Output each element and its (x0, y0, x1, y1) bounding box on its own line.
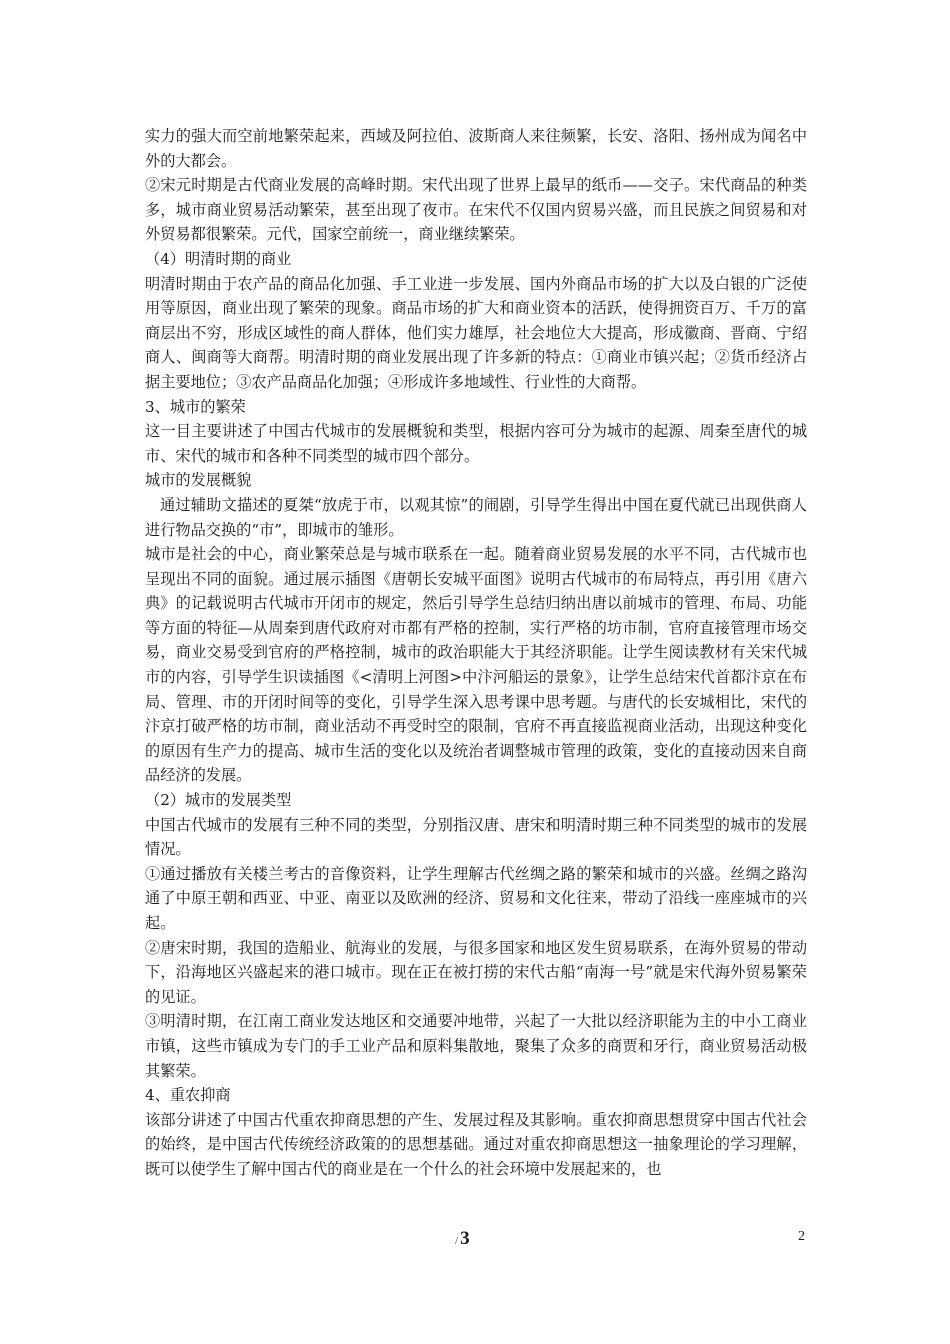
paragraph-xia-market: 通过辅助文描述的夏桀“放虎于市，以观其惊”的闹剧，引导学生得出中国在夏代就已出现供商人进行物品交换的“市”，即城市的雏形。 (145, 495, 807, 539)
document-body (145, 124, 807, 1182)
total-pages: 3 (460, 1228, 470, 1249)
paragraph-city-types: 中国古代城市的发展有三种不同的类型，分别指汉唐、唐宋和明清时期三种不同类型的城市的发展情况。 (145, 815, 807, 859)
paragraph-city-center: 城市是社会的中心，商业繁荣总是与城市联系在一起。随着商业贸易发展的水平不同，古代城市也呈现出不同的面貌。通过展示插图《唐朝长安城平面图》说明古代城市的布局特点，再引用《唐六典》的记载说明古代城市开闭市的规定，然后引导学生总结归纳出唐以前城市的管理、布局、功能等方面的特征—从周秦到唐代政府对市都有严格的控制，实行严格的坊市制，官府直接管理市场交易，商业交易受到官府的严格控制，城市的政治职能大于其经济职能。让学生阅读教材有关宋代城市的内容，引导学生识读插图《<清明上河图>中汴河船运的景象》，让学生总结宋代首都汴京在布局、管理、市的开闭时间等的变化，引导学生深入思考课中思考题。与唐代的长安城相比，宋代的汴京打破严格的坊市制，商业活动不再受时空的限制，官府不再直接监视商业活动，出现这种变化的原因有生产力的提高、城市生活的变化以及统治者调整城市管理的政策，变化的直接动因来自商品经济的发展。 (145, 545, 807, 785)
subheading-city-types: （2）城市的发展类型 (145, 791, 292, 810)
page-number: 2 (798, 1229, 805, 1244)
paragraph-market-towns: ③明清时期，在江南工商业发达地区和交通要冲地带，兴起了一大批以经济职能为主的中小工商业市镇，这些市镇成为专门的手工业产品和原料集散地，聚集了众多的商贾和牙行，商业贸易活动极其繁荣。 (145, 1012, 807, 1080)
section-heading-agriculture-policy: 4、重农抑商 (145, 1086, 231, 1105)
paragraph-tang-cities: 实力的强大而空前地繁荣起来，西域及阿拉伯、波斯商人来往频繁，长安、洛阳、扬州成为闻名中外的大都会。 (145, 127, 807, 170)
paragraph-port-cities: ②唐宋时期，我国的造船业、航海业的发展，与很多国家和地区发生贸易联系，在海外贸易的带动下，沿海地区兴盛起来的港口城市。现在正在被打捞的宋代古船“南海一号”就是宋代海外贸易繁荣的见证。 (145, 938, 807, 1006)
page-count (455, 1228, 470, 1250)
section-heading-city-prosperity: 3、城市的繁荣 (145, 397, 246, 416)
subheading-city-development: 城市的发展概貌 (145, 471, 252, 490)
subheading-ming-qing-commerce: （4）明清时期的商业 (145, 249, 292, 268)
paragraph-silk-road: ①通过播放有关楼兰考古的音像资料，让学生理解古代丝绸之路的繁荣和城市的兴盛。丝绸之路沟通了中原王朝和西亚、中亚、南亚以及欧洲的经济、贸易和文化往来，带动了沿线一座座城市的兴起。 (145, 864, 807, 932)
page-count-slash: / (455, 1235, 459, 1247)
paragraph-song-yuan-commerce: ②宋元时期是古代商业发展的高峰时期。宋代出现了世界上最早的纸币——交子。宋代商品的种类多，城市商业贸易活动繁荣，甚至出现了夜市。在宋代不仅国内贸易兴盛，而且民族之间贸易和对外贸易都很繁荣。元代，国家空前统一，商业继续繁荣。 (145, 176, 807, 244)
paragraph-agriculture-policy: 该部分讲述了中国古代重农抑商思想的产生、发展过程及其影响。重农抑商思想贯穿中国古代社会的始终，是中国古代传统经济政策的的思想基础。通过对重农抑商思想这一抽象理论的学习理解，既可以使学生了解中国古代的商业是在一个什么的社会环境中发展起来的，也 (145, 1110, 807, 1178)
paragraph-city-overview: 这一目主要讲述了中国古代城市的发展概貌和类型，根据内容可分为城市的起源、周秦至唐代的城市、宋代的城市和各种不同类型的城市四个部分。 (145, 422, 807, 465)
paragraph-ming-qing-commerce: 明清时期由于农产品的商品化加强、手工业进一步发展、国内外商品市场的扩大以及白银的广泛使用等原因，商业出现了繁荣的现象。商品市场的扩大和商业资本的活跃，使得拥资百万、千万的富商层出不穷，形成区域性的商人群体，他们实力雄厚，社会地位大大提高，形成徽商、晋商、宁绍商人、闽商等大商帮。明清时期的商业发展出现了许多新的特点：①商业市镇兴起；②货币经济占据主要地位；③农产品商品化加强；④形成许多地域性、行业性的大商帮。 (145, 274, 807, 391)
